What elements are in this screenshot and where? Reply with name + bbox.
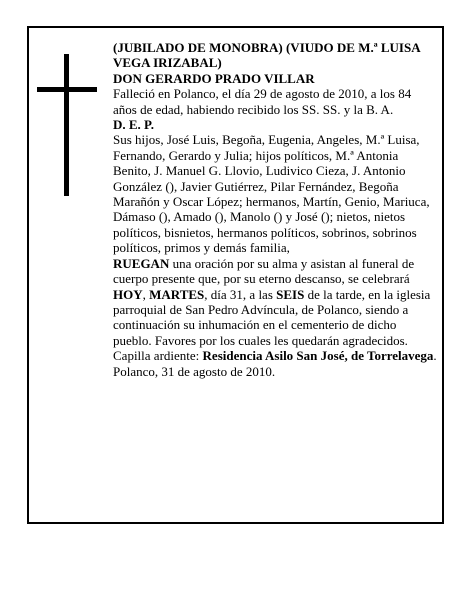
chapel-place: Residencia Asilo San José, de Torrelavega bbox=[202, 348, 434, 364]
death-notice: Falleció en Polanco, el día 29 de agosto de 2010, a los 84 años de edad, habiendo recibido los SS. SS. y la B. A. bbox=[113, 86, 412, 117]
ruegan-label: RUEGAN bbox=[113, 255, 170, 271]
seis-label: SEIS bbox=[276, 286, 305, 302]
cross-icon-vertical bbox=[64, 54, 69, 196]
deceased-name: DON GERARDO PRADO VILLAR bbox=[113, 70, 315, 86]
family-list: Sus hijos, José Luis, Begoña, Eugenia, Angeles, M.ª Luisa, Fernando, Gerardo y Julia; hijos políticos, M.ª Antonia Benito, J. Manuel G. Llovio, Ludivico Cieza, J. Antonio González (), Javier Gutiérrez, Pilar Fernández, Begoña Marañón y Oscar López; hermanos, Martín, Genio, Mariuca, Dámaso (), Amado (), Manolo () y José (); nietos, nietos políticos, bisnietos, hermanos políticos, sobrinos, sobrinos políticos, primos y demás familia, bbox=[113, 132, 430, 256]
cross-icon-horizontal bbox=[37, 87, 97, 92]
martes-label: MARTES bbox=[149, 286, 205, 302]
dep-label: D. E. P. bbox=[113, 117, 155, 133]
chapel-line: Capilla ardiente: Residencia Asilo San José, de Torrelavega. bbox=[113, 348, 437, 364]
obituary-text bbox=[113, 40, 437, 379]
footer-date: Polanco, 31 de agosto de 2010. bbox=[113, 363, 276, 379]
header-line: (JUBILADO DE MONOBRA) (VIUDO DE M.ª LUISA VEGA IRIZABAL) bbox=[113, 40, 420, 71]
hoy-label: HOY bbox=[113, 286, 143, 302]
request-paragraph: RUEGAN una oración por su alma y asistan al funeral de cuerpo presente que, por su eterno descanso, se celebrará HOY, MARTES, día 31, a las SEIS de la tarde, en la iglesia parroquial de San Pedro Advíncula, de Polanco, siendo a continuación su inhumación en el cementerio de dicho pueblo. Favores por los cuales les quedarán agradecidos. bbox=[113, 255, 431, 348]
